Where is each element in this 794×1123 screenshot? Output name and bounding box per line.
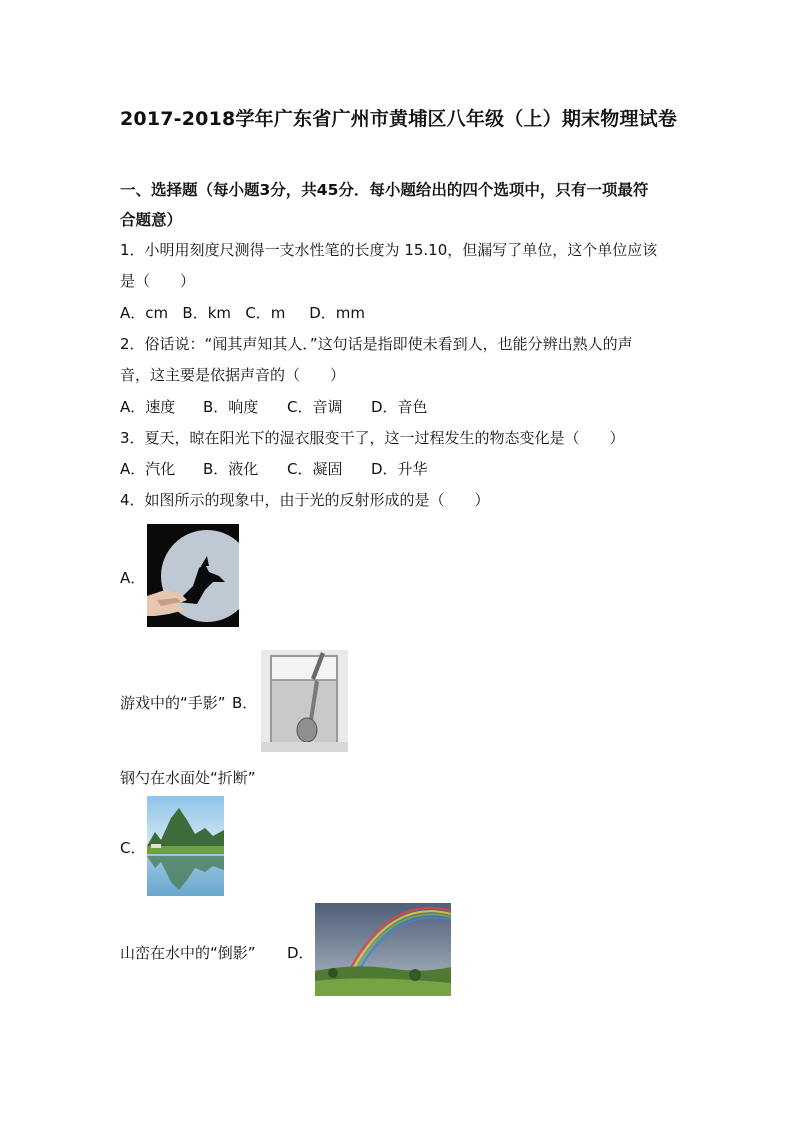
- q4-option-a-label: A．: [120, 569, 146, 587]
- q3-option-b: B．液化: [203, 460, 259, 478]
- rainbow-illustration: [315, 903, 451, 996]
- q2-option-d: D．音色: [371, 398, 428, 416]
- q1-stem-line1: 1．小明用刻度尺测得一支水性笔的长度为 15.10，但漏写了单位，这个单位应该: [120, 241, 658, 259]
- q2-option-a: A．速度: [120, 398, 176, 416]
- q2-option-c: C．音调: [287, 398, 343, 416]
- hand-shadow-illustration: [147, 524, 239, 627]
- hand-shadow-image: [147, 524, 239, 627]
- q2-option-b: B．响度: [203, 398, 259, 416]
- mountain-reflection-illustration: [147, 796, 224, 896]
- q2-stem-line2: 音，这主要是依据声音的（ ）: [120, 366, 346, 384]
- q3-stem: 3．夏天，晾在阳光下的湿衣服变干了，这一过程发生的物态变化是（ ）: [120, 429, 625, 447]
- q3-option-a: A．汽化: [120, 460, 176, 478]
- q1-options: A．cm B．km C．m D．mm: [120, 304, 366, 322]
- q1-stem-line2: 是（ ）: [120, 272, 196, 290]
- q3-option-c: C．凝固: [287, 460, 343, 478]
- spoon-in-water-illustration: [261, 650, 348, 752]
- q3-option-d: D．升华: [371, 460, 428, 478]
- q2-stem-line1: 2．俗话说：“闻其声知其人．”这句话是指即使未看到人，也能分辨出熟人的声: [120, 335, 633, 353]
- q4-stem: 4．如图所示的现象中，由于光的反射形成的是（ ）: [120, 491, 490, 509]
- q4-option-c-caption: 山峦在水中的“倒影”: [120, 944, 256, 962]
- q4-option-b-label: B．: [232, 694, 258, 712]
- section-heading-line1: 一、选择题（每小题3分，共45分．每小题给出的四个选项中，只有一项最符: [120, 181, 649, 199]
- q4-option-d-label: D．: [287, 944, 314, 962]
- rainbow-image: [315, 903, 451, 996]
- section-heading-line2: 合题意）: [120, 211, 183, 229]
- mountain-reflection-image: [147, 796, 224, 896]
- q4-option-c-label: C．: [120, 839, 146, 857]
- page-title: 2017-2018学年广东省广州市黄埔区八年级（上）期末物理试卷: [120, 108, 678, 130]
- spoon-in-water-image: [261, 650, 348, 752]
- q4-option-a-caption: 游戏中的“手影”: [120, 694, 226, 712]
- q4-option-b-caption: 钢勺在水面处“折断”: [120, 769, 256, 787]
